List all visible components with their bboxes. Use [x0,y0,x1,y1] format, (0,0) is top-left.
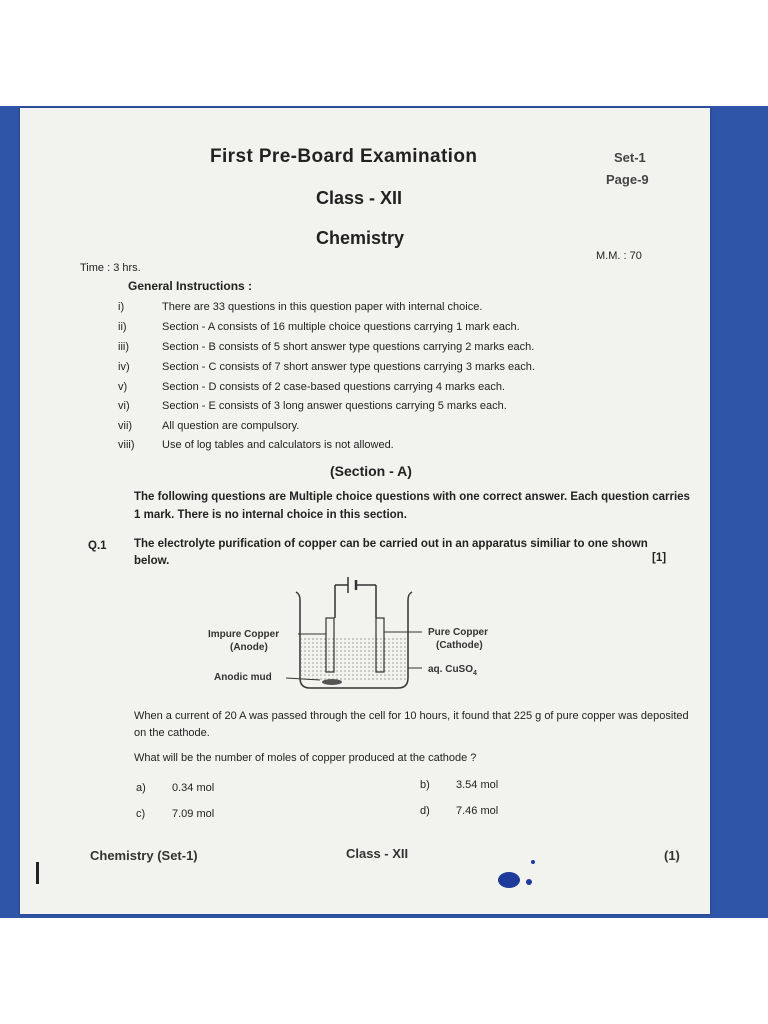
option-label: b) [420,779,430,791]
instruction-item [118,341,534,353]
electrolysis-cell-diagram [200,570,520,695]
option-text: 3.54 mol [456,779,499,791]
footer-page-number: (1) [664,848,680,863]
anode-label: (Anode) [230,642,268,653]
instruction-number: vii) [118,420,133,432]
section-a-heading: (Section - A) [330,463,412,479]
electrolyte-label [428,664,477,677]
instruction-number: v) [118,381,128,393]
ink-dot [526,879,532,885]
instruction-number: i) [118,301,125,313]
instruction-item [118,361,535,373]
electrolyte-formula: aq. CuSO [428,664,474,675]
option-text: 0.34 mol [172,782,215,794]
option-label: d) [420,805,430,817]
instruction-text: Section - E consists of 3 long answer questions carrying 5 marks each. [162,400,507,412]
subject-heading: Chemistry [316,228,405,248]
question-prompt: What will be the number of moles of copper produced at the cathode ? [134,752,477,764]
option-b[interactable] [420,779,498,791]
option-c[interactable] [136,808,214,820]
option-label: a) [136,782,146,794]
exam-title: First Pre-Board Examination [210,146,478,167]
footer-class: Class - XII [346,846,409,861]
instruction-item [118,400,507,412]
option-d[interactable] [420,805,498,817]
instruction-item [118,420,299,432]
impure-copper-label: Impure Copper [208,629,280,640]
question-text: The electrolyte purification of copper can be carried out in an apparatus similiar to one shown below. [134,538,648,567]
anodic-mud [322,679,342,685]
margin-mark [36,862,39,884]
anodic-mud-label: Anodic mud [214,672,272,683]
max-marks-label: M.M. : 70 [596,250,642,262]
instruction-item [118,439,394,451]
option-text: 7.46 mol [456,805,499,817]
instruction-number: viii) [118,439,135,451]
ink-dot [531,860,535,864]
electrolyte-subscript: 4 [473,670,477,677]
option-label: c) [136,808,146,820]
cathode-label: (Cathode) [436,640,483,651]
question-number: Q.1 [88,540,107,552]
question-marks: [1] [652,552,667,564]
footer-subject: Chemistry (Set-1) [90,848,198,863]
instruction-number: vi) [118,400,130,412]
option-a[interactable] [136,782,214,794]
instruction-number: iv) [118,361,130,373]
ink-blot [498,872,520,888]
instruction-number: iii) [118,341,129,353]
class-heading: Class - XII [316,188,403,208]
instruction-number: ii) [118,321,127,333]
section-a-intro: The following questions are Multiple choice questions with one correct answer. Each question carries 1 mark. There is no internal choice in this section. [134,491,690,521]
instruction-text: All question are compulsory. [162,420,300,432]
instruction-item [118,321,520,333]
instruction-text: Section - C consists of 7 short answer type questions carrying 3 marks each. [162,361,535,373]
instruction-text: Use of log tables and calculators is not allowed. [162,439,394,451]
pure-copper-label: Pure Copper [428,627,489,638]
instruction-text: Section - A consists of 16 multiple choice questions carrying 1 mark each. [162,321,520,333]
instruction-text: Section - B consists of 5 short answer type questions carrying 2 marks each. [162,341,535,353]
instruction-text: There are 33 questions in this question paper with internal choice. [162,301,483,313]
instruction-item [118,381,505,393]
instruction-item [118,301,482,313]
option-text: 7.09 mol [172,808,215,820]
instructions-title: General Instructions : [128,279,253,293]
time-label: Time : 3 hrs. [80,262,141,274]
page-label: Page-9 [606,172,649,187]
question-paragraph: When a current of 20 A was passed through the cell for 10 hours, it found that 225 g of pure copper was deposited on the cathode. [134,710,689,739]
set-label: Set-1 [614,150,646,165]
electrolyte-solution [301,638,407,682]
instruction-text: Section - D consists of 2 case-based questions carrying 4 marks each. [162,381,505,393]
